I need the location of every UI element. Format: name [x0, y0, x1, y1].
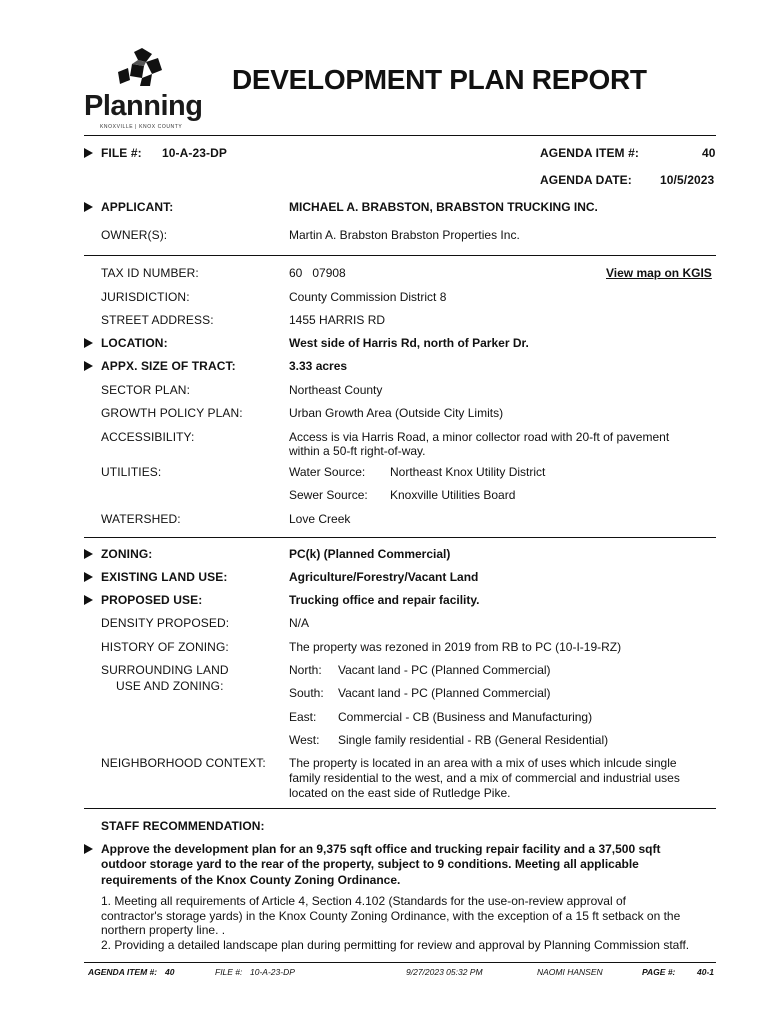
accessibility-value-line2: within a 50-ft right-of-way.	[289, 444, 426, 458]
recommendation-line1: Approve the development plan for an 9,375 sqft office and trucking repair facility and a 37,500 sqft	[101, 842, 661, 856]
file-value: 10-A-23-DP	[162, 146, 228, 160]
growth-policy-value: Urban Growth Area (Outside City Limits)	[289, 406, 504, 420]
bullet-arrow-icon	[84, 202, 93, 212]
neighborhood-context-line1: The property is located in an area with a mix of uses which inlcude single	[289, 756, 677, 770]
footer-page-value: 40-1	[697, 967, 715, 977]
condition-1-line2: contractor's storage yards) in the Knox County Zoning Ordinance, with the exception of a 15 ft setback on the	[101, 909, 681, 923]
existing-land-use-label: EXISTING LAND USE:	[101, 570, 228, 584]
bullet-arrow-icon	[84, 549, 93, 559]
owner-label: OWNER(S):	[101, 228, 168, 242]
tax-id-value: 60 07908	[289, 266, 346, 280]
recommendation-line3: requirements of the Knox County Zoning Ordinance.	[101, 873, 401, 887]
planning-logo-text: Planning	[84, 90, 203, 122]
east-label: East:	[289, 710, 317, 724]
jurisdiction-label: JURISDICTION:	[101, 290, 190, 304]
divider	[84, 808, 716, 809]
agenda-date-value: 10/5/2023	[660, 173, 715, 187]
page-title: DEVELOPMENT PLAN REPORT	[232, 64, 647, 95]
neighborhood-context-line3: located on the east side of Rutledge Pike.	[289, 786, 511, 800]
neighborhood-context-line2: family residential to the west, and a mix of commercial and industrial uses	[289, 771, 680, 785]
planning-logo	[84, 48, 204, 132]
planning-logo-mark-icon	[112, 48, 164, 88]
watershed-value: Love Creek	[289, 512, 351, 526]
bullet-arrow-icon	[84, 148, 93, 158]
location-label: LOCATION:	[101, 336, 168, 350]
kgis-map-link[interactable]: View map on KGIS	[606, 266, 712, 280]
accessibility-label: ACCESSIBILITY:	[101, 430, 195, 444]
jurisdiction-value: County Commission District 8	[289, 290, 447, 304]
footer-divider	[84, 962, 716, 963]
bullet-arrow-icon	[84, 595, 93, 605]
bullet-arrow-icon	[84, 361, 93, 371]
footer-file-label: FILE #:	[215, 967, 243, 977]
bullet-arrow-icon	[84, 338, 93, 348]
water-source-value: Northeast Knox Utility District	[390, 465, 546, 479]
bullet-arrow-icon	[84, 844, 93, 854]
sector-plan-value: Northeast County	[289, 383, 383, 397]
owner-value: Martin A. Brabston Brabston Properties Inc.	[289, 228, 520, 242]
existing-land-use-value: Agriculture/Forestry/Vacant Land	[289, 570, 479, 584]
divider	[84, 135, 716, 136]
watershed-label: WATERSHED:	[101, 512, 181, 526]
water-source-label: Water Source:	[289, 465, 366, 479]
divider	[84, 537, 716, 538]
west-label: West:	[289, 733, 320, 747]
footer-author: NAOMI HANSEN	[537, 967, 603, 977]
south-value: Vacant land - PC (Planned Commercial)	[338, 686, 551, 700]
footer-page-label: PAGE #:	[642, 967, 676, 977]
accessibility-value-line1: Access is via Harris Road, a minor collector road with 20-ft of pavement	[289, 430, 670, 444]
sewer-source-label: Sewer Source:	[289, 488, 368, 502]
sewer-source-value: Knoxville Utilities Board	[390, 488, 516, 502]
south-label: South:	[289, 686, 324, 700]
proposed-use-value: Trucking office and repair facility.	[289, 593, 480, 607]
tax-id-label: TAX ID NUMBER:	[101, 266, 199, 280]
neighborhood-context-label: NEIGHBORHOOD CONTEXT:	[101, 756, 266, 770]
density-value: N/A	[289, 616, 310, 630]
zoning-value: PC(k) (Planned Commercial)	[289, 547, 451, 561]
condition-1-line1: 1. Meeting all requirements of Article 4, Section 4.102 (Standards for the use-on-review approval of	[101, 894, 626, 908]
condition-2: 2. Providing a detailed landscape plan during permitting for review and approval by Planning Commission staff.	[101, 938, 690, 952]
north-value: Vacant land - PC (Planned Commercial)	[338, 663, 551, 677]
footer-timestamp: 9/27/2023 05:32 PM	[406, 967, 483, 977]
tract-size-value: 3.33 acres	[289, 359, 348, 373]
sector-plan-label: SECTOR PLAN:	[101, 383, 191, 397]
utilities-label: UTILITIES:	[101, 465, 162, 479]
tract-size-label: APPX. SIZE OF TRACT:	[101, 359, 236, 373]
location-value: West side of Harris Rd, north of Parker Dr.	[289, 336, 529, 350]
divider	[84, 255, 716, 256]
proposed-use-label: PROPOSED USE:	[101, 593, 203, 607]
agenda-item-value: 40	[702, 146, 716, 160]
agenda-date-label: AGENDA DATE:	[540, 173, 632, 187]
footer-agenda-label: AGENDA ITEM #:	[88, 967, 158, 977]
zoning-history-label: HISTORY OF ZONING:	[101, 640, 229, 654]
zoning-history-value: The property was rezoned in 2019 from RB to PC (10-I-19-RZ)	[289, 640, 622, 654]
staff-recommendation-heading: STAFF RECOMMENDATION:	[101, 819, 265, 833]
applicant-label: APPLICANT:	[101, 200, 174, 214]
east-value: Commercial - CB (Business and Manufacturing)	[338, 710, 593, 724]
footer-file-value: 10-A-23-DP	[250, 967, 295, 977]
north-label: North:	[289, 663, 322, 677]
street-address-value: 1455 HARRIS RD	[289, 313, 386, 327]
growth-policy-label: GROWTH POLICY PLAN:	[101, 406, 243, 420]
applicant-value: MICHAEL A. BRABSTON, BRABSTON TRUCKING INC.	[289, 200, 598, 214]
surrounding-label-line1: SURROUNDING LAND	[101, 663, 229, 677]
bullet-arrow-icon	[84, 572, 93, 582]
recommendation-line2: outdoor storage yard to the rear of the property, subject to 9 conditions. Meeting all applicable	[101, 857, 639, 871]
density-label: DENSITY PROPOSED:	[101, 616, 230, 630]
file-label: FILE #:	[101, 146, 142, 160]
footer-agenda-value: 40	[165, 967, 175, 977]
zoning-label: ZONING:	[101, 547, 153, 561]
west-value: Single family residential - RB (General Residential)	[338, 733, 609, 747]
condition-1-line3: northern property line. .	[101, 923, 226, 937]
street-address-label: STREET ADDRESS:	[101, 313, 214, 327]
planning-logo-subtitle: KNOXVILLE | KNOX COUNTY	[100, 124, 183, 130]
agenda-item-label: AGENDA ITEM #:	[540, 146, 639, 160]
surrounding-label-line2: USE AND ZONING:	[116, 679, 224, 693]
